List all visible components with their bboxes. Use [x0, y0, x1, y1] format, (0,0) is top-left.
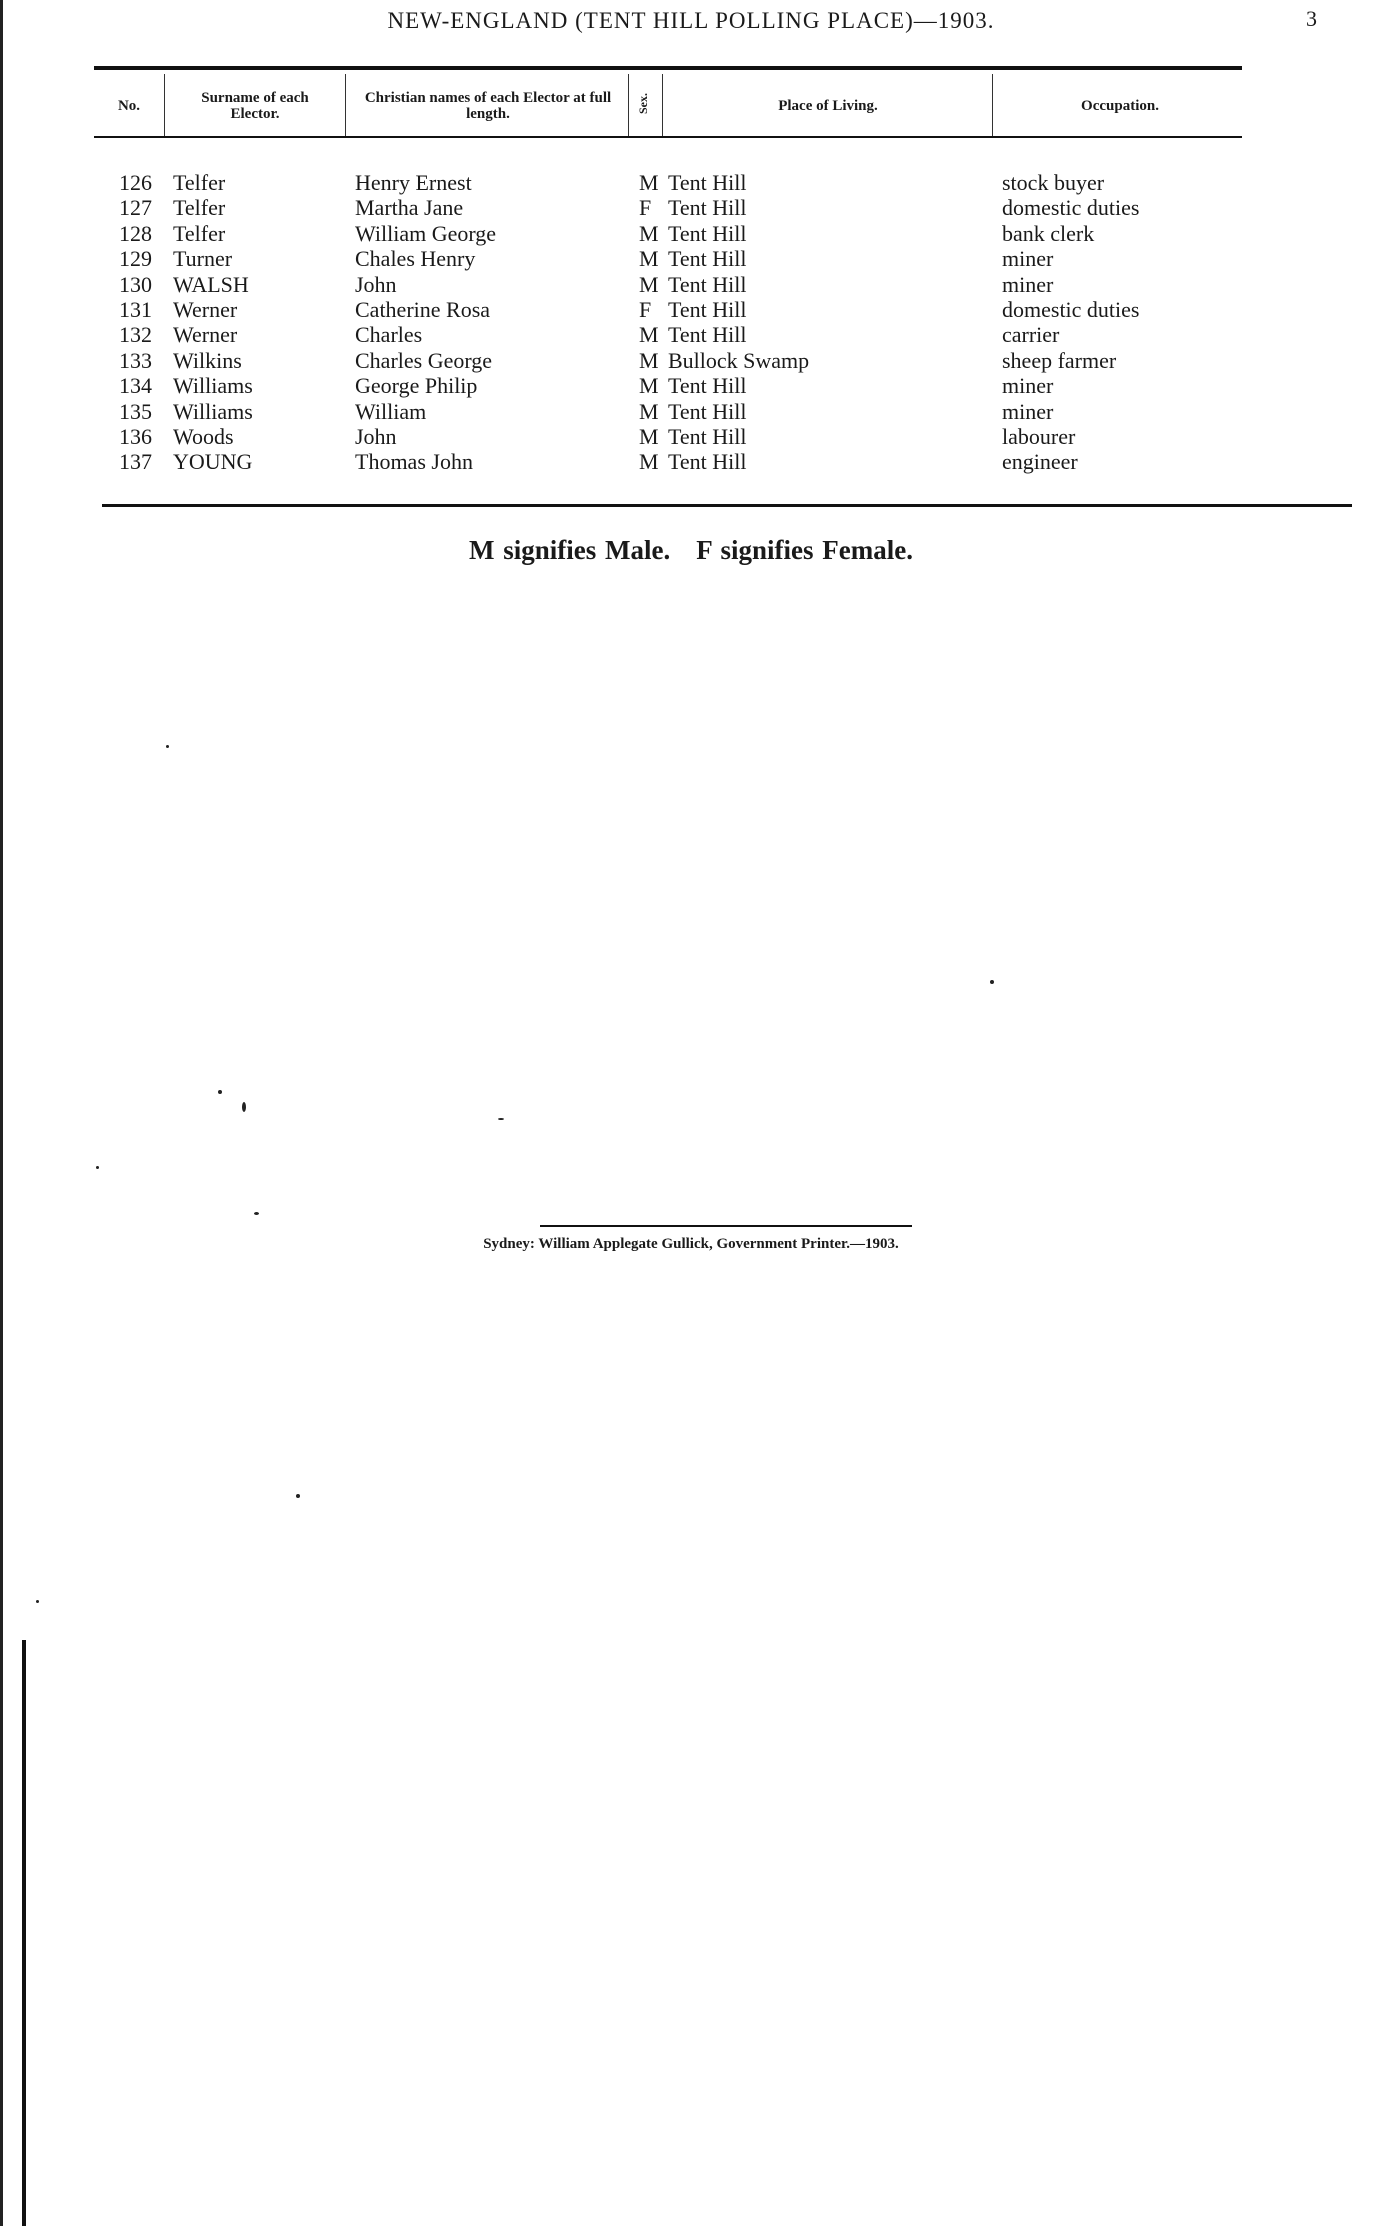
elector-occupation: miner — [1002, 246, 1054, 272]
table-bottom-rule — [102, 504, 1352, 507]
elector-place: Tent Hill — [668, 373, 747, 399]
elector-sex: M — [639, 449, 659, 475]
elector-sex: F — [639, 195, 652, 221]
elector-surname: Telfer — [173, 170, 226, 195]
table-row — [0, 322, 1382, 347]
elector-surname: Telfer — [173, 195, 226, 221]
elector-number: 126 — [119, 170, 152, 195]
scan-speck — [990, 980, 994, 984]
elector-occupation: domestic duties — [1002, 195, 1140, 221]
elector-place: Tent Hill — [668, 449, 747, 475]
elector-number: 136 — [119, 423, 152, 449]
scan-edge-lower — [22, 1640, 26, 2226]
table-row — [0, 449, 1382, 474]
scan-speck — [296, 1494, 300, 1498]
elector-sex: M — [639, 398, 659, 424]
elector-sex: F — [639, 296, 652, 322]
elector-surname: Wilkins — [173, 347, 242, 373]
elector-surname: Werner — [173, 322, 238, 348]
table-row — [0, 221, 1382, 246]
elector-christian-names: Catherine Rosa — [355, 296, 491, 322]
printer-imprint: Sydney: William Applegate Gullick, Government Printer.—1903. — [483, 1236, 899, 1252]
elector-occupation: domestic duties — [1002, 296, 1140, 322]
elector-sex: M — [639, 322, 659, 348]
elector-occupation: bank clerk — [1002, 220, 1095, 246]
elector-place: Tent Hill — [668, 170, 747, 195]
legend-female: F signifies Female. — [696, 535, 913, 565]
elector-surname: Woods — [173, 423, 234, 449]
elector-number: 129 — [119, 246, 152, 272]
legend-male: M signifies Male. — [469, 535, 671, 565]
elector-christian-names: Chales Henry — [355, 246, 476, 272]
column-header-place: Place of Living. — [778, 98, 878, 114]
table-row — [0, 195, 1382, 220]
elector-christian-names: John — [355, 271, 397, 297]
elector-surname: Turner — [173, 246, 233, 272]
elector-surname: Williams — [173, 373, 253, 399]
elector-christian-names: Thomas John — [355, 449, 473, 475]
elector-occupation: labourer — [1002, 423, 1076, 449]
elector-surname: YOUNG — [173, 449, 253, 475]
elector-number: 135 — [119, 398, 152, 424]
column-header-sex: Sex. — [635, 92, 650, 114]
elector-surname: WALSH — [173, 271, 249, 297]
elector-number: 134 — [119, 373, 152, 399]
elector-sex: M — [639, 170, 659, 195]
elector-place: Tent Hill — [668, 322, 747, 348]
elector-occupation: miner — [1002, 398, 1054, 424]
elector-place: Tent Hill — [668, 246, 747, 272]
elector-christian-names: Henry Ernest — [355, 170, 472, 195]
elector-christian-names: William George — [355, 220, 497, 246]
column-divider — [662, 74, 663, 136]
elector-sex: M — [639, 347, 659, 373]
elector-christian-names: George Philip — [355, 373, 478, 399]
elector-sex: M — [639, 220, 659, 246]
table-row — [0, 297, 1382, 322]
elector-place: Tent Hill — [668, 195, 747, 221]
sex-legend — [0, 535, 1382, 566]
elector-place: Tent Hill — [668, 271, 747, 297]
table-row — [0, 373, 1382, 398]
elector-number: 132 — [119, 322, 152, 348]
elector-number: 128 — [119, 220, 152, 246]
elector-sex: M — [639, 373, 659, 399]
elector-surname: Werner — [173, 296, 238, 322]
table-row — [0, 424, 1382, 449]
column-header-surname: Surname of each Elector. — [201, 90, 309, 122]
elector-christian-names: Charles — [355, 322, 423, 348]
table-top-rule — [94, 66, 1242, 70]
elector-surname: Telfer — [173, 220, 226, 246]
elector-occupation: miner — [1002, 271, 1054, 297]
elector-sex: M — [639, 271, 659, 297]
column-divider — [164, 74, 165, 136]
elector-occupation: carrier — [1002, 322, 1060, 348]
table-row — [0, 170, 1382, 195]
elector-sex: M — [639, 423, 659, 449]
elector-christian-names: John — [355, 423, 397, 449]
imprint-rule — [540, 1225, 912, 1227]
elector-number: 130 — [119, 271, 152, 297]
elector-christian-names: Martha Jane — [355, 195, 464, 221]
elector-sex: M — [639, 246, 659, 272]
table-row — [0, 246, 1382, 271]
scan-speck — [498, 1118, 504, 1120]
elector-place: Tent Hill — [668, 398, 747, 424]
elector-number: 137 — [119, 449, 152, 475]
elector-number: 127 — [119, 195, 152, 221]
elector-occupation: miner — [1002, 373, 1054, 399]
electors-list — [0, 170, 1382, 475]
elector-place: Tent Hill — [668, 296, 747, 322]
column-header-no: No. — [117, 98, 141, 114]
elector-place: Tent Hill — [668, 220, 747, 246]
scan-speck — [36, 1600, 39, 1603]
elector-number: 131 — [119, 296, 152, 322]
scan-speck — [242, 1102, 246, 1112]
running-head: NEW-ENGLAND (TENT HILL POLLING PLACE)—1903. — [387, 8, 995, 33]
scan-speck — [96, 1166, 99, 1169]
scan-speck — [166, 745, 169, 748]
elector-christian-names: Charles George — [355, 347, 493, 373]
elector-place: Bullock Swamp — [668, 347, 810, 373]
page-number: 3 — [1306, 6, 1317, 31]
column-divider — [345, 74, 346, 136]
table-row — [0, 272, 1382, 297]
elector-occupation: sheep farmer — [1002, 347, 1117, 373]
table-header-bottom-rule — [94, 136, 1242, 138]
elector-occupation: engineer — [1002, 449, 1078, 475]
elector-number: 133 — [119, 347, 152, 373]
elector-christian-names: William — [355, 398, 427, 424]
elector-place: Tent Hill — [668, 423, 747, 449]
column-divider — [992, 74, 993, 136]
scan-speck — [218, 1090, 222, 1094]
column-header-christian: Christian names of each Elector at full length. — [364, 90, 612, 122]
column-header-occupation: Occupation. — [1081, 98, 1159, 114]
table-row — [0, 348, 1382, 373]
table-row — [0, 399, 1382, 424]
elector-occupation: stock buyer — [1002, 170, 1105, 195]
scan-speck — [254, 1212, 259, 1215]
elector-surname: Williams — [173, 398, 253, 424]
